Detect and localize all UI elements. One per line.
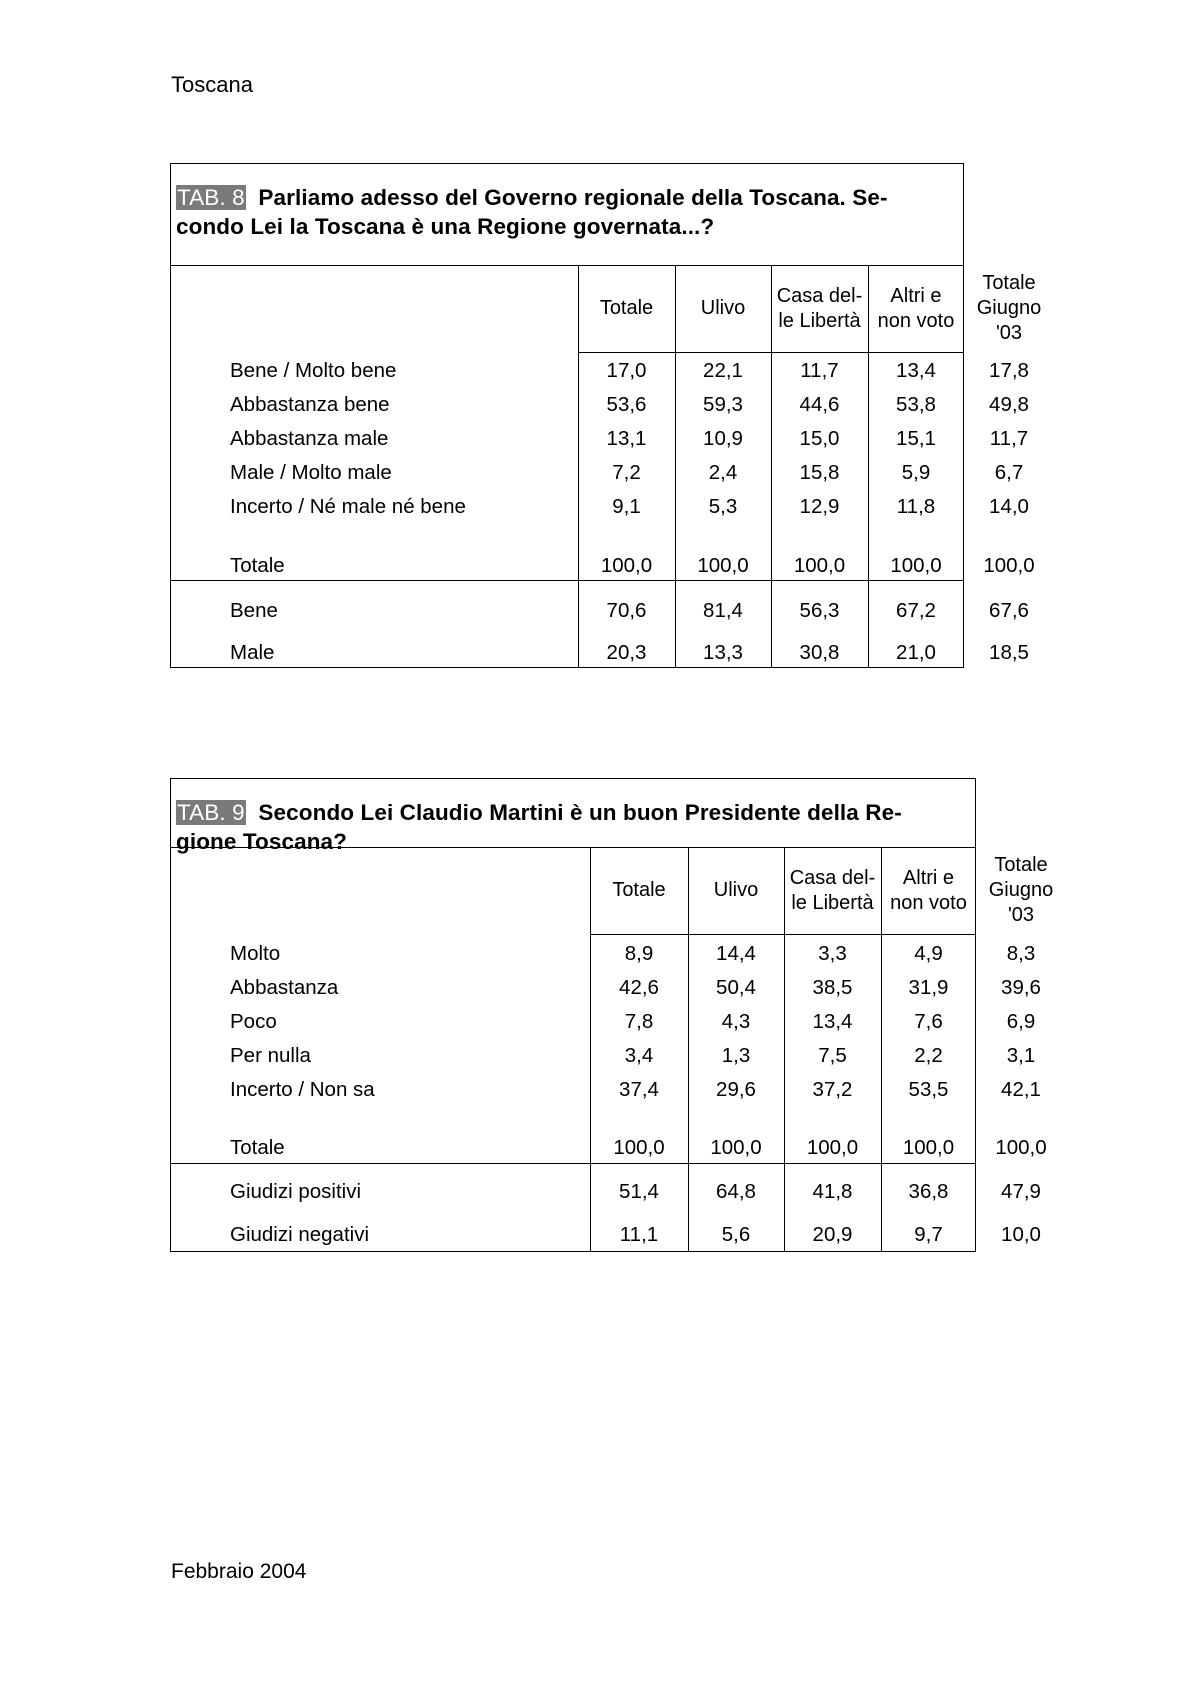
table-row-value: 7,6 xyxy=(914,1010,943,1033)
column-header xyxy=(784,849,881,932)
table-row-value: 14,4 xyxy=(716,942,756,965)
table-row-value: 6,9 xyxy=(1006,1010,1036,1033)
summary-row-label: Male xyxy=(230,641,275,664)
column-header-line: Casa del- xyxy=(789,866,876,889)
caption-line: Secondo Lei Claudio Martini è un buon Presidente della Re- xyxy=(258,800,902,825)
column-header xyxy=(590,849,688,932)
summary-row-value: 11,1 xyxy=(619,1223,659,1246)
table-row-value: 4,3 xyxy=(721,1010,751,1033)
table-row-value: 8,3 xyxy=(1006,942,1036,965)
total-row-value: 100,0 xyxy=(793,554,846,577)
column-header-line: '03 xyxy=(1007,904,1035,926)
column-header-line: Ulivo xyxy=(713,879,759,901)
summary-row-value: 47,9 xyxy=(1001,1180,1041,1203)
table-row-value: 7,8 xyxy=(624,1010,654,1033)
table-row-value: 42,6 xyxy=(619,976,659,999)
total-row-value: 100,0 xyxy=(613,1136,665,1159)
table-row-label: Incerto / Né male né bene xyxy=(230,495,466,518)
rule xyxy=(170,1163,976,1164)
summary-row-value: 67,2 xyxy=(896,599,936,622)
table-row-value: 12,9 xyxy=(799,495,840,518)
table-row-value: 53,5 xyxy=(908,1078,949,1101)
table-row-label: Abbastanza male xyxy=(230,427,389,450)
table-row-value: 15,1 xyxy=(896,427,936,450)
table-row-value: 3,3 xyxy=(818,942,847,965)
summary-row-value: 20,9 xyxy=(812,1223,853,1246)
table-row-value: 13,4 xyxy=(896,359,936,382)
summary-row-value: 67,6 xyxy=(989,599,1029,622)
total-row-label: Totale xyxy=(230,1136,285,1159)
summary-row-value: 36,8 xyxy=(908,1180,949,1203)
column-header-line: Totale xyxy=(994,854,1048,876)
column-header-line: Altri e xyxy=(890,284,942,307)
column-header xyxy=(868,267,964,350)
summary-row-value: 51,4 xyxy=(619,1180,659,1203)
total-row-value: 100,0 xyxy=(697,554,749,577)
column-header-line: Totale xyxy=(612,879,666,901)
total-row-value: 100,0 xyxy=(983,554,1035,577)
table-row-label: Abbastanza xyxy=(230,976,339,999)
table-row-value: 3,1 xyxy=(1006,1044,1036,1067)
rule xyxy=(170,847,976,848)
table-row-value: 22,1 xyxy=(703,359,743,382)
table-row-value: 13,1 xyxy=(606,427,647,450)
column-header-line: non voto xyxy=(890,891,967,914)
column-header-line: Totale xyxy=(599,297,654,319)
caption-line: condo Lei la Toscana è una Regione governata...? xyxy=(176,214,715,239)
table-row-label: Poco xyxy=(230,1010,277,1033)
tab-label: TAB. 8 xyxy=(177,185,245,210)
caption-line: gione Toscana? xyxy=(176,829,348,854)
table-row-value: 7,2 xyxy=(612,461,641,484)
total-row-value: 100,0 xyxy=(600,554,653,577)
page-footer: Febbraio 2004 xyxy=(171,1560,307,1583)
table-row-value: 8,9 xyxy=(624,942,654,965)
table-row-label: Bene / Molto bene xyxy=(230,359,397,382)
total-row-label: Totale xyxy=(230,554,285,577)
table-row-value: 42,1 xyxy=(1001,1078,1041,1101)
table-row-value: 17,8 xyxy=(989,359,1029,382)
column-header-line: Totale xyxy=(982,272,1036,294)
table-row-label: Male / Molto male xyxy=(230,461,392,484)
summary-row-label: Bene xyxy=(230,599,278,622)
table-row-value: 5,3 xyxy=(708,495,738,518)
total-row-value: 100,0 xyxy=(806,1136,859,1159)
caption-line: Parliamo adesso del Governo regionale della Toscana. Se- xyxy=(258,185,888,210)
total-row-value: 100,0 xyxy=(902,1136,955,1159)
survey-table-8 xyxy=(170,163,1054,678)
column-header-line: Giugno xyxy=(976,297,1042,319)
table-caption xyxy=(176,183,958,241)
total-row-value: 100,0 xyxy=(995,1136,1047,1159)
column-header-line: non voto xyxy=(877,309,955,332)
column-header xyxy=(688,849,784,932)
table-row-value: 11,7 xyxy=(800,359,839,382)
summary-row-value: 30,8 xyxy=(799,641,840,664)
column-header xyxy=(964,267,1054,350)
table-row-value: 17,0 xyxy=(606,359,647,382)
table-row-value: 38,5 xyxy=(812,976,853,999)
tab-label: TAB. 9 xyxy=(177,800,245,825)
table-row-value: 11,8 xyxy=(896,495,936,518)
column-header-line: Ulivo xyxy=(700,297,746,319)
summary-row-value: 13,3 xyxy=(703,641,743,664)
survey-table-9 xyxy=(170,778,1066,1262)
summary-row-value: 18,5 xyxy=(989,641,1029,664)
table-row-value: 37,4 xyxy=(619,1078,659,1101)
table-row-label: Molto xyxy=(230,942,281,965)
summary-row-value: 5,6 xyxy=(721,1223,751,1246)
table-row-value: 39,6 xyxy=(1001,976,1041,999)
summary-row-value: 70,6 xyxy=(606,599,647,622)
table-row-value: 2,2 xyxy=(914,1044,943,1067)
column-header-line: Altri e xyxy=(902,866,955,889)
summary-row-value: 81,4 xyxy=(703,599,743,622)
table-row-value: 15,0 xyxy=(799,427,840,450)
table-row-label: Incerto / Non sa xyxy=(230,1078,375,1101)
column-header xyxy=(675,267,771,350)
summary-row-label: Giudizi negativi xyxy=(230,1223,370,1246)
summary-row-value: 9,7 xyxy=(914,1223,943,1246)
column-header xyxy=(578,267,675,350)
table-row-value: 15,8 xyxy=(799,461,840,484)
column-header xyxy=(881,849,976,932)
total-row-value: 100,0 xyxy=(890,554,942,577)
rule xyxy=(170,265,964,266)
summary-row-value: 64,8 xyxy=(716,1180,756,1203)
table-row-value: 29,6 xyxy=(716,1078,756,1101)
table-row-value: 5,9 xyxy=(901,461,931,484)
column-header-line: '03 xyxy=(995,322,1023,344)
table-row-value: 10,9 xyxy=(703,427,743,450)
table-row-value: 1,3 xyxy=(721,1044,751,1067)
table-row-value: 7,5 xyxy=(818,1044,847,1067)
table-row-value: 37,2 xyxy=(812,1078,853,1101)
total-row-value: 100,0 xyxy=(710,1136,762,1159)
table-row-value: 2,4 xyxy=(708,461,738,484)
summary-row-value: 20,3 xyxy=(606,641,647,664)
table-row-value: 59,3 xyxy=(703,393,743,416)
summary-row-value: 41,8 xyxy=(812,1180,853,1203)
table-row-value: 49,8 xyxy=(989,393,1029,416)
table-row-value: 31,9 xyxy=(908,976,949,999)
table-row-label: Abbastanza bene xyxy=(230,393,390,416)
table-row-value: 53,6 xyxy=(606,393,647,416)
column-header-line: le Libertà xyxy=(778,309,861,332)
column-header-line: Casa del- xyxy=(776,284,863,307)
table-row-value: 9,1 xyxy=(612,495,641,518)
table-row-value: 3,4 xyxy=(624,1044,654,1067)
summary-row-value: 10,0 xyxy=(1001,1223,1041,1246)
table-row-value: 14,0 xyxy=(989,495,1029,518)
summary-row-value: 21,0 xyxy=(896,641,936,664)
rule xyxy=(170,580,964,581)
table-row-value: 11,7 xyxy=(989,427,1029,450)
column-header xyxy=(976,849,1066,932)
rule xyxy=(590,934,976,935)
table-row-value: 4,9 xyxy=(914,942,943,965)
table-row-value: 53,8 xyxy=(896,393,936,416)
table-row-label: Per nulla xyxy=(230,1044,311,1067)
column-header xyxy=(771,267,868,350)
table-row-value: 6,7 xyxy=(994,461,1024,484)
table-row-value: 50,4 xyxy=(716,976,756,999)
summary-row-value: 56,3 xyxy=(799,599,840,622)
column-header-line: le Libertà xyxy=(791,891,874,914)
column-header-line: Giugno xyxy=(988,879,1054,901)
summary-row-label: Giudizi positivi xyxy=(230,1180,362,1203)
page-header: Toscana xyxy=(171,72,253,97)
table-row-value: 13,4 xyxy=(812,1010,853,1033)
table-row-value: 44,6 xyxy=(799,393,840,416)
